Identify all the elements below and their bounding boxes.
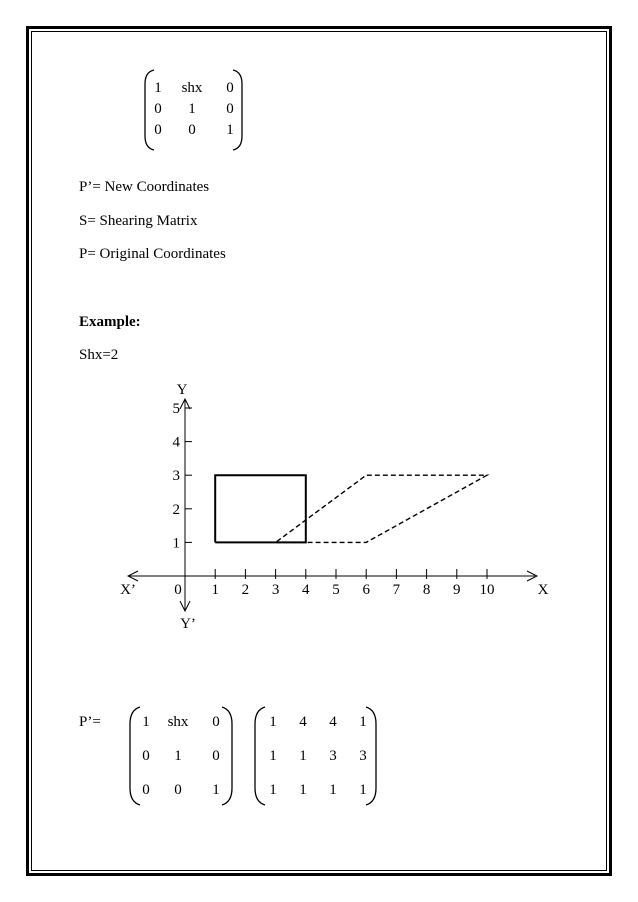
- matrix-b-cell: 1: [329, 782, 337, 798]
- x-tick-label: 2: [241, 582, 250, 598]
- shear-matrix-cell: 1: [154, 80, 162, 96]
- shear-matrix-cell: 0: [154, 122, 162, 138]
- x-axis-neg-label: X’: [120, 582, 136, 598]
- y-tick-label: 4: [172, 434, 180, 451]
- x-axis-label: X: [537, 582, 549, 598]
- shear-matrix-cell: shx: [181, 80, 203, 96]
- example-heading: Example:: [79, 314, 141, 330]
- x-tick-label: 3: [271, 582, 280, 598]
- x-tick-label: 0: [174, 582, 182, 598]
- definition-shearing-matrix: S= Shearing Matrix: [79, 213, 198, 229]
- shear-matrix-cell: 0: [154, 101, 162, 117]
- definition-new-coordinates: P’= New Coordinates: [79, 179, 210, 195]
- x-tick-label: 10: [479, 582, 495, 598]
- x-tick-label: 1: [211, 582, 219, 598]
- matrix-a-cell: 0: [212, 748, 220, 764]
- matrix-b-cell: 4: [299, 714, 307, 730]
- matrix-b-cell: 1: [299, 782, 307, 798]
- shear-matrix-cell: 1: [188, 101, 196, 117]
- matrix-b-cell: 1: [359, 782, 367, 798]
- matrix-b-cell: 4: [329, 714, 337, 730]
- y-tick-label: 1: [172, 535, 180, 552]
- y-tick-label: 5: [172, 401, 180, 417]
- y-axis-neg-label: Y’: [180, 616, 196, 632]
- matrix-a-cell: 0: [142, 782, 150, 798]
- matrix-a-cell: 1: [142, 714, 150, 730]
- shear-matrix-cell: 1: [226, 122, 234, 138]
- matrix-b-cell: 1: [299, 748, 307, 764]
- matrix-a-cell: 1: [212, 782, 220, 798]
- example-given-value: Shx=2: [79, 347, 119, 363]
- shear-matrix-cell: 0: [188, 122, 196, 138]
- matrix-a-cell: shx: [167, 714, 189, 730]
- matrix-b-cell: 1: [269, 714, 277, 730]
- matrix-b-cell: 1: [269, 782, 277, 798]
- shear-matrix-cell: 0: [226, 80, 234, 96]
- matrix-b-cell: 1: [359, 714, 367, 730]
- matrix-b-cell: 3: [329, 748, 337, 764]
- x-tick-label: 5: [332, 582, 340, 598]
- y-tick-label: 3: [172, 468, 180, 485]
- matrix-a-cell: 0: [212, 714, 220, 730]
- y-axis-label: Y: [176, 382, 188, 398]
- x-tick-label: 4: [302, 582, 310, 598]
- equation-lhs: P’=: [79, 714, 101, 730]
- matrix-a-cell: 1: [174, 748, 182, 764]
- x-tick-label: 7: [392, 582, 401, 598]
- y-tick-label: 2: [172, 501, 180, 518]
- x-tick-label: 6: [362, 582, 370, 598]
- x-tick-label: 9: [453, 582, 461, 598]
- x-tick-label: 8: [422, 582, 431, 598]
- matrix-b-cell: 1: [269, 748, 277, 764]
- shear-matrix-cell: 0: [226, 101, 234, 117]
- matrix-a-cell: 0: [174, 782, 182, 798]
- matrix-a-cell: 0: [142, 748, 150, 764]
- matrix-b-cell: 3: [359, 748, 367, 764]
- definition-original-coordinates: P= Original Coordinates: [79, 246, 226, 262]
